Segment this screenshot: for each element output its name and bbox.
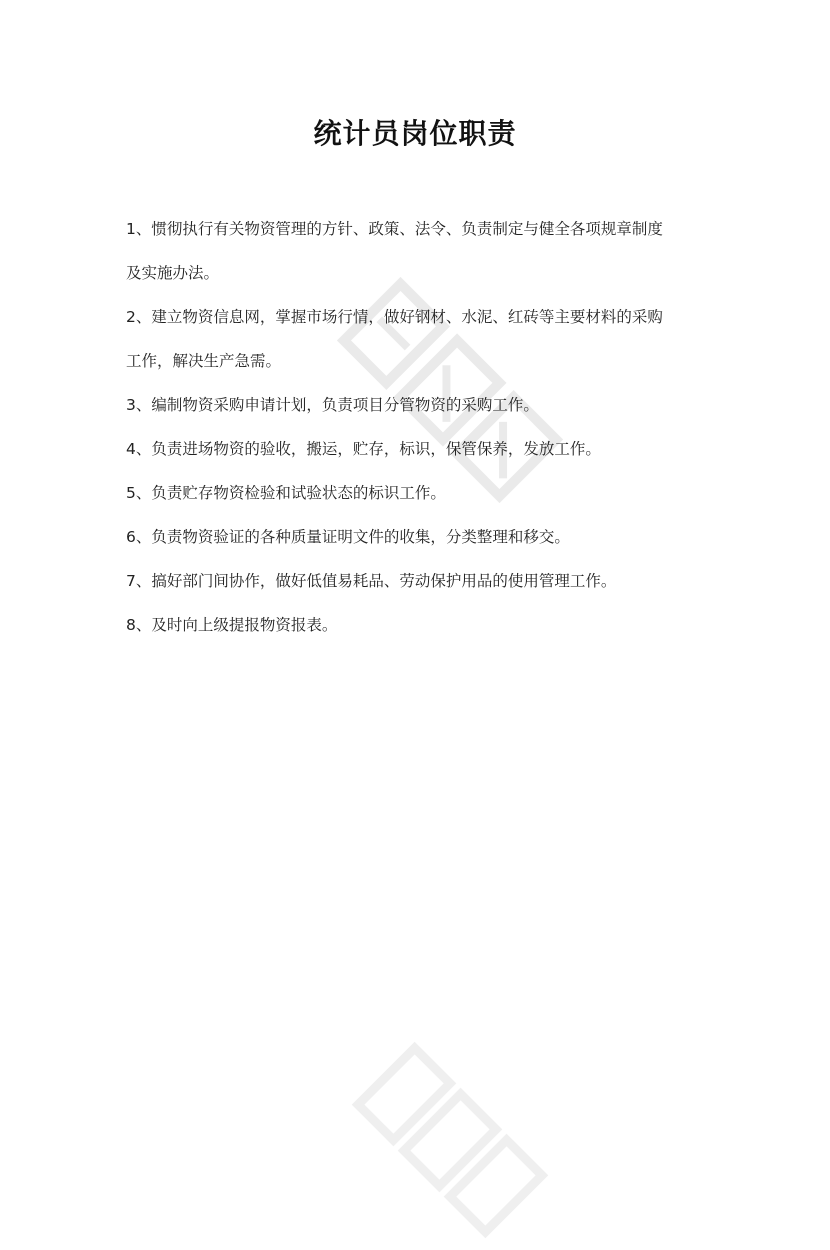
page-title: 统计员岗位职责 [313,117,517,150]
watermark-icon-bottom [340,1030,559,1249]
list-item-line: 7、搞好部门间协作，做好低值易耗品、劳动保护用品的使用管理工作。 [126,572,617,590]
list-item-line: 及实施办法。 [126,264,220,282]
list-item-line: 5、负责贮存物资检验和试验状态的标识工作。 [126,484,446,502]
list-item-line: 4、负责进场物资的验收，搬运，贮存，标识，保管保养，发放工作。 [126,440,601,458]
list-item-line: 8、及时向上级提报物资报表。 [126,616,338,634]
list-item-line: 6、负责物资验证的各种质量证明文件的收集，分类整理和移交。 [126,528,570,546]
list-item-line: 工作，解决生产急需。 [126,352,282,370]
list-item-line: 2、建立物资信息网，掌握市场行情，做好钢材、水泥、红砖等主要材料的采购 [126,308,663,326]
duty-list [126,218,726,636]
list-item-line: 3、编制物资采购申请计划，负责项目分管物资的采购工作。 [126,396,539,414]
list-item-line: 1、惯彻执行有关物资管理的方针、政策、法令、负责制定与健全各项规章制度 [126,220,663,238]
